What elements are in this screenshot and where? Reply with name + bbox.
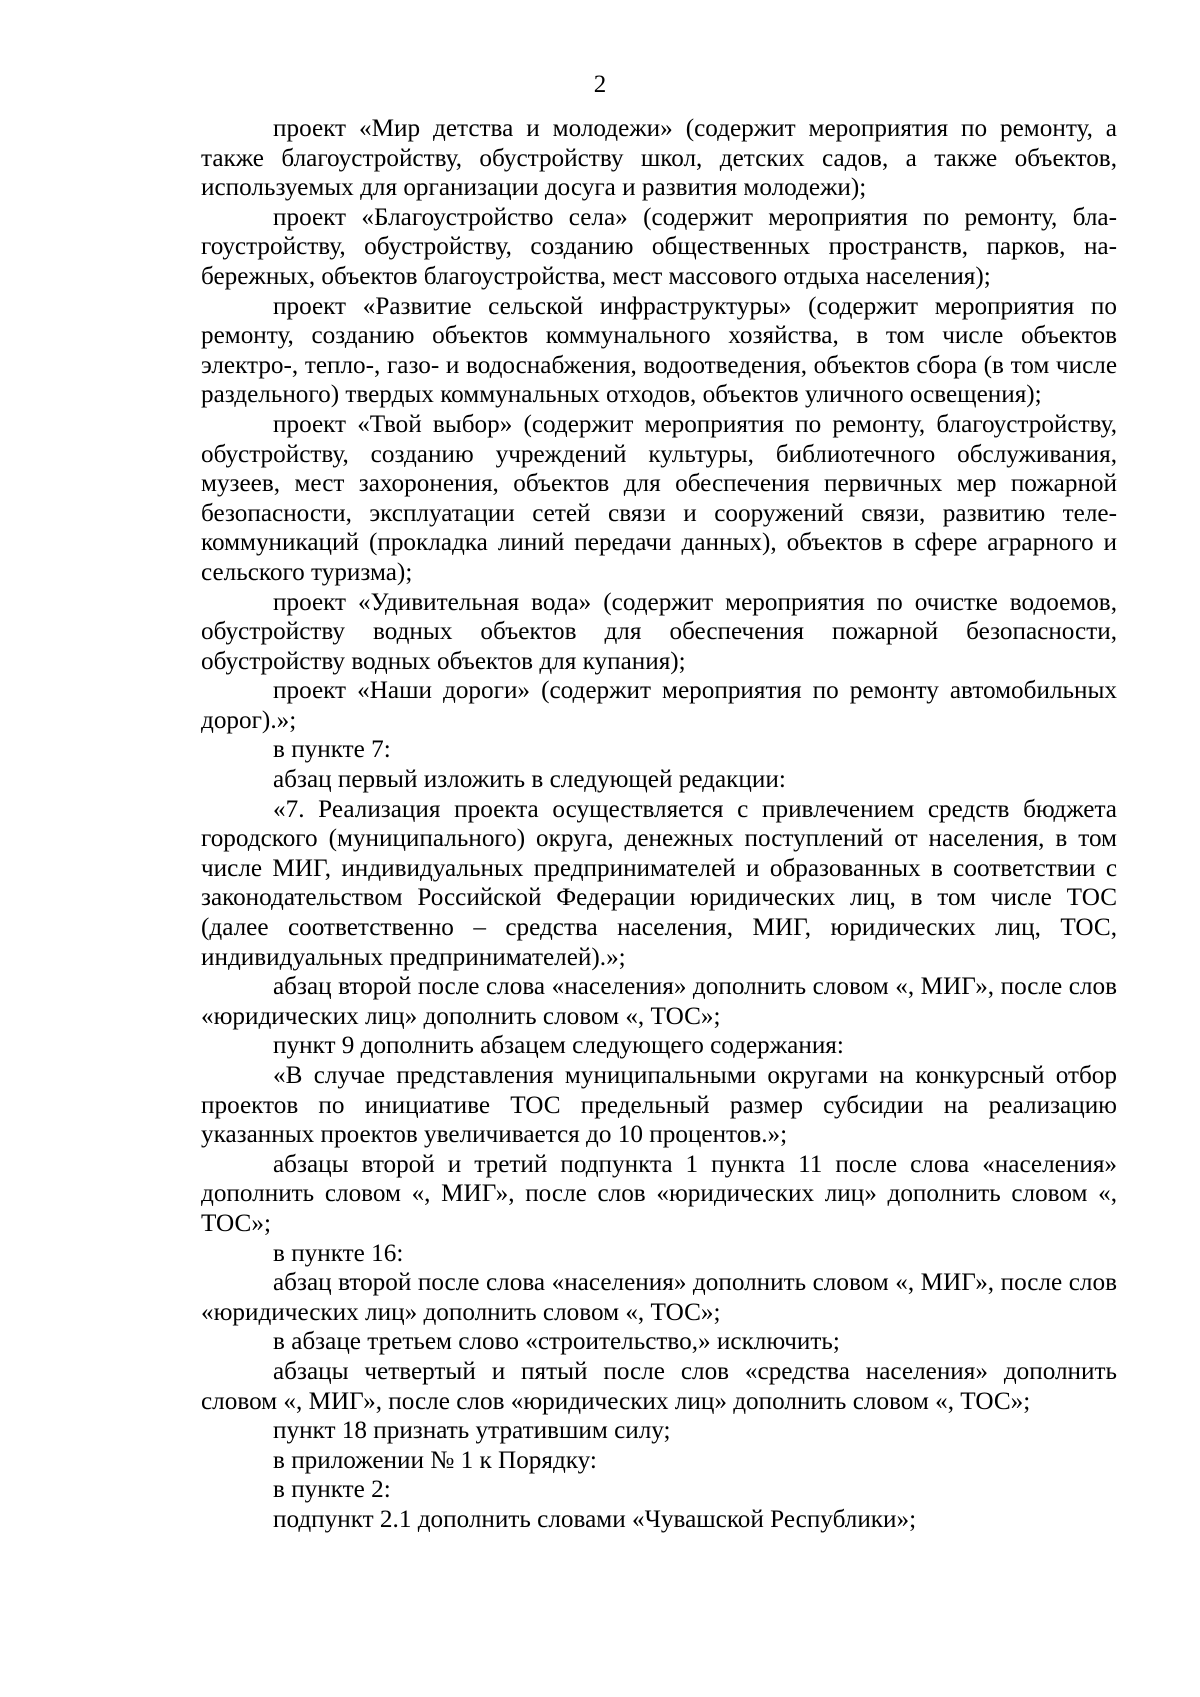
paragraph: в приложении № 1 к Порядку: (273, 1446, 597, 1474)
paragraph: в абзаце третьем слово «строительство,» исключить; (273, 1328, 840, 1356)
paragraph: абзац первый изложить в следующей редакции: (273, 766, 786, 794)
paragraph: в пункте 7: (273, 736, 391, 764)
page-number: 2 (593, 71, 607, 98)
paragraph: проект «Удивительная вода» (содержит мероприятия по очистке водоемов, обустройству водных объектов для обеспечения пожарной безопасности, обустройству водных объектов для купания); (201, 588, 1117, 675)
paragraph: абзац второй после слова «населения» дополнить словом «, МИГ», после слов «юридических лиц» дополнить словом «, ТОС»; (201, 1269, 1117, 1326)
paragraph: проект «Твой выбор» (содержит мероприятия по ремонту, благоустройству, обустройству, созданию учреждений культуры, библиотечного обслуживания, музеев, мест захоронения, объектов для обеспечения первичных мер пожарной безопасности, эксплуатации сетей связи и сооружений связи, развитию телекоммуникаций (прокладка линий передачи данных), объектов в сфере аграрного и сельского туризма); (201, 410, 1117, 586)
paragraph: «В случае представления муниципальными округами на конкурсный отбор проектов по инициативе ТОС предельный размер субсидии на реализацию указанных проектов увеличивается до 10 процентов.»; (201, 1062, 1117, 1149)
paragraph: проект «Мир детства и молодежи» (содержит мероприятия по ремонту, а также благоустройству, обустройству школ, детских садов, а также объектов, используемых для организации досуга и развития молодежи); (201, 115, 1117, 202)
paragraph: подпункт 2.1 дополнить словами «Чувашской Республики»; (273, 1505, 917, 1533)
document-body (201, 114, 1117, 1535)
paragraph: проект «Наши дороги» (содержит мероприятия по ремонту автомобильных дорог).»; (201, 677, 1117, 734)
paragraph: пункт 18 признать утратившим силу; (273, 1417, 671, 1445)
paragraph: в пункте 16: (273, 1239, 404, 1267)
paragraph: проект «Благоустройство села» (содержит мероприятия по ремонту, благоустройству, обустройству, созданию общественных пространств, парков, набережных, объектов благоустройства, мест массового отдыха населения); (201, 203, 1117, 290)
paragraph: абзацы второй и третий подпункта 1 пункта 11 после слова «населения» дополнить словом «, МИГ», после слов «юридических лиц» дополнить словом «, ТОС»; (201, 1150, 1117, 1237)
paragraph: абзац второй после слова «населения» дополнить словом «, МИГ», после слов «юридических лиц» дополнить словом «, ТОС»; (201, 973, 1117, 1030)
paragraph: в пункте 2: (273, 1476, 391, 1504)
paragraph: абзацы четвертый и пятый после слов «средства населения» дополнить словом «, МИГ», после слов «юридических лиц» дополнить словом «, ТОС»; (201, 1357, 1117, 1415)
paragraph: проект «Развитие сельской инфраструктуры» (содержит мероприятия по ремонту, созданию объектов коммунального хозяйства, в том числе объектов электро-, тепло-, газо- и водоснабжения, водоотведения, объектов сбора (в том числе раздельного) твердых коммунальных отходов, объектов уличного освещения); (201, 292, 1117, 409)
paragraph: пункт 9 дополнить абзацем следующего содержания: (273, 1032, 844, 1060)
paragraph: «7. Реализация проекта осуществляется с привлечением средств бюджета городского (муниципального) округа, денежных поступлений от населения, в том числе МИГ, индивидуальных предпринимателей и образованных в соответствии с законодательством Российской Федерации юридических лиц, в том числе ТОС (далее соответственно – средства населения, МИГ, юридических лиц, ТОС, индивидуальных предпринимателей).»; (201, 795, 1117, 971)
